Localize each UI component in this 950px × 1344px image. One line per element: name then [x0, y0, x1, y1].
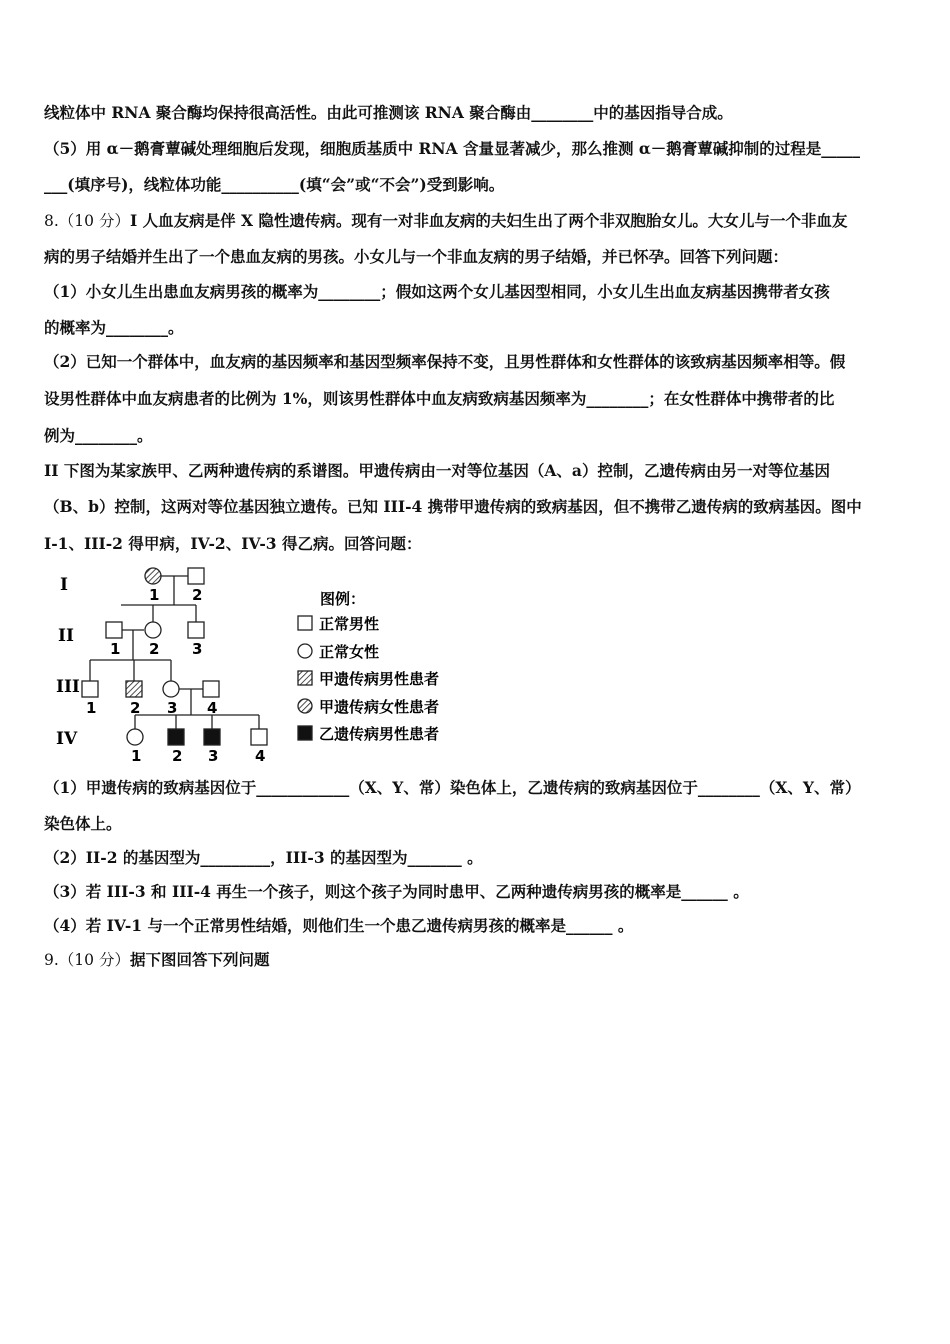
question-8-number: 8.: [44, 212, 59, 230]
text-line-10: 例为________。: [44, 426, 153, 445]
legend-label-a-affected-female: 甲遗传病女性患者: [319, 698, 440, 716]
pedigree-III-1-normal-male: [82, 681, 98, 697]
text-line-13: I-1、III-2 得甲病，IV-2、IV-3 得乙病。回答问题：: [44, 534, 422, 553]
number-III-2: 2: [130, 699, 141, 717]
text-line-3: ___(填序号)，线粒体功能__________(填“会”或“不会”)受到影响。: [44, 175, 505, 194]
legend-label-normal-female: 正常女性: [319, 643, 380, 661]
text-line-14: （1）甲遗传病的致病基因位于____________（X、Y、常）染色体上，乙遗传病的致病基因位于________（X、Y、常）: [44, 778, 861, 797]
legend-label-b-affected-male: 乙遗传病男性患者: [319, 725, 440, 743]
question-8-line: [44, 209, 914, 231]
text-line-1: 线粒体中 RNA 聚合酶均保持很高活性。由此可推测该 RNA 聚合酶由________中的基因指导合成。: [44, 103, 733, 122]
pedigree-III-2-affected-male: [126, 681, 142, 697]
legend-label-normal-male: 正常男性: [319, 615, 380, 633]
legend-symbol-normal-female: [298, 644, 312, 658]
pedigree-figure: [48, 563, 488, 768]
text-line-11: II 下图为某家族甲、乙两种遗传病的系谱图。甲遗传病由一对等位基因（A、a）控制，乙遗传病由另一对等位基因: [44, 461, 830, 480]
legend-symbol-a-affected-male: [298, 671, 312, 685]
generation-label-1: I: [60, 575, 68, 595]
text-line-7: 的概率为________。: [44, 318, 184, 337]
legend-title: 图例：: [320, 590, 366, 608]
pedigree-IV-4-normal-male: [251, 729, 267, 745]
pedigree-IV-3-affected-male-b: [204, 729, 220, 745]
number-IV-3: 3: [208, 747, 219, 765]
text-line-5: 病的男子结婚并生出了一个患血友病的男孩。小女儿与一个非血友病的男子结婚，并已怀孕。回答下列问题：: [44, 247, 789, 266]
number-III-3: 3: [167, 699, 178, 717]
legend-symbol-b-affected-male: [298, 726, 312, 740]
generation-label-3: III: [56, 677, 80, 697]
pedigree-III-3-normal-female: [163, 681, 179, 697]
pedigree-I-2-normal-male: [188, 568, 204, 584]
number-IV-1: 1: [131, 747, 142, 765]
number-II-2: 2: [149, 640, 160, 658]
question-9-score: （10 分）: [58, 951, 130, 969]
question-9-line: [44, 948, 914, 970]
number-IV-4: 4: [255, 747, 266, 765]
pedigree-I-1-affected-female: [145, 568, 161, 584]
question-8-score: （10 分）: [58, 212, 130, 230]
number-IV-2: 2: [172, 747, 183, 765]
text-line-17: （3）若 III-3 和 III-4 再生一个孩子，则这个孩子为同时患甲、乙两种遗传病男孩的概率是______ 。: [44, 882, 749, 901]
text-line-2: （5）用 α－鹅膏蕈碱处理细胞后发现，细胞质基质中 RNA 含量显著减少，那么推测 α－鹅膏蕈碱抑制的过程是_____: [44, 139, 861, 158]
text-line-8: （2）已知一个群体中，血友病的基因频率和基因型频率保持不变，且男性群体和女性群体的该致病基因频率相等。假: [44, 352, 846, 371]
question-9-text: 据下图回答下列问题: [129, 950, 270, 969]
pedigree-II-3-normal-male: [188, 622, 204, 638]
number-II-3: 3: [192, 640, 203, 658]
number-I-2: 2: [192, 586, 203, 604]
number-II-1: 1: [110, 640, 121, 658]
text-line-16: （2）II-2 的基因型为_________，III-3 的基因型为_______ 。: [44, 848, 483, 867]
text-line-9: 设男性群体中血友病患者的比例为 1%，则该男性群体中血友病致病基因频率为________；在女性群体中携带者的比: [44, 389, 835, 408]
text-line-15: 染色体上。: [44, 814, 122, 833]
pedigree-II-1-normal-male: [106, 622, 122, 638]
number-III-1: 1: [86, 699, 97, 717]
legend-label-a-affected-male: 甲遗传病男性患者: [319, 670, 440, 688]
text-line-12: （B、b）控制，这两对等位基因独立遗传。已知 III-4 携带甲遗传病的致病基因，但不携带乙遗传病的致病基因。图中: [44, 497, 862, 516]
question-9-number: 9.: [44, 951, 59, 969]
generation-label-2: II: [58, 626, 74, 646]
legend-symbol-a-affected-female: [298, 699, 312, 713]
pedigree-II-2-normal-female: [145, 622, 161, 638]
number-I-1: 1: [149, 586, 160, 604]
legend-symbol-normal-male: [298, 616, 312, 630]
generation-label-4: IV: [56, 729, 78, 749]
text-line-6: （1）小女儿生出患血友病男孩的概率为________；假如这两个女儿基因型相同，小女儿生出血友病基因携带者女孩: [44, 282, 830, 301]
question-8-text: I 人血友病是伴 X 隐性遗传病。现有一对非血友病的夫妇生出了两个非双胞胎女儿。大女儿与一个非血友: [129, 211, 848, 230]
pedigree-IV-1-normal-female: [127, 729, 143, 745]
number-III-4: 4: [207, 699, 218, 717]
pedigree-IV-2-affected-male-b: [168, 729, 184, 745]
text-line-18: （4）若 IV-1 与一个正常男性结婚，则他们生一个患乙遗传病男孩的概率是______ 。: [44, 916, 634, 935]
pedigree-III-4-normal-male: [203, 681, 219, 697]
